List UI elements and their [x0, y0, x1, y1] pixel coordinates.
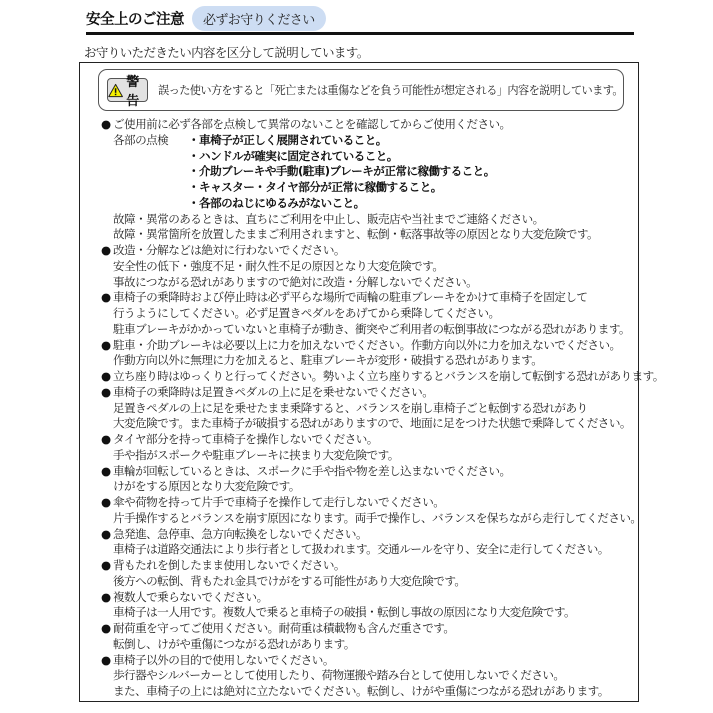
section-header [86, 5, 326, 32]
list-item [101, 621, 664, 637]
item-detail: 転倒し、けがや重傷につながる恐れがあります。 [113, 636, 355, 651]
item-detail: 車椅子は一人用です。複数人で乗ると車椅子の破損・転倒し事故の原因になり大変危険です。 [113, 605, 575, 620]
bullet-icon: ● [101, 384, 111, 399]
bullet-icon: ● [101, 589, 111, 604]
safety-items-list [101, 117, 664, 700]
bullet-icon: ● [101, 526, 111, 541]
header-divider [86, 32, 634, 35]
safety-notice-box [79, 62, 664, 702]
item-heading: 複数人で乗らないでください。 [113, 589, 268, 604]
item-detail: 足置きペダルの上に足を乗せたまま乗降すると、バランスを崩し車椅子ごと転倒する恐れがあり [113, 400, 588, 415]
list-item [101, 495, 664, 511]
section-title: 安全上のご注意 [86, 12, 184, 28]
warning-badge [107, 75, 148, 109]
warning-description: 誤った使い方をすると「死亡または重傷などを負う可能性が想定される」内容を説明しています。 [158, 84, 623, 97]
item-detail: 歩行器やシルバーカーとして使用したり、荷物運搬や踏み台として使用しないでください。 [113, 668, 565, 683]
item-detail: 片手操作するとバランスを崩す原因になります。両手で操作し、バランスを保ちながら走行してください。 [113, 510, 642, 525]
warning-legend [98, 69, 624, 111]
list-item [101, 590, 664, 606]
check-item: ・車椅子が正しく展開されていること。 [188, 132, 387, 147]
check-item: ・介助ブレーキや手動(駐車)ブレーキが正常に稼働すること。 [188, 164, 495, 179]
check-item: ・キャスター・タイヤ部分が正常に稼働すること。 [188, 180, 442, 194]
list-item [101, 432, 664, 448]
bullet-icon: ● [101, 369, 111, 383]
bullet-icon: ● [101, 337, 111, 352]
bullet-icon: ● [101, 243, 111, 257]
check-row [101, 133, 664, 149]
item-heading: 駐車・介助ブレーキは必要以上に力を加えないでください。作動方向以外に力を加えないでください。 [113, 337, 621, 352]
list-item [101, 385, 664, 401]
bullet-icon: ● [101, 652, 111, 667]
list-item [101, 117, 664, 133]
item-heading: 急発進、急停車、急方向転換をしないでください。 [113, 526, 368, 541]
warning-triangle-icon [108, 82, 123, 99]
intro-text: お守りいただきたい内容を区分して説明しています。 [84, 45, 369, 60]
item-heading: 車椅子の乗降時は足置きペダルの上に足を乗せないでください。 [113, 384, 434, 399]
item-detail: けがをする原因となり大変危険です。 [113, 479, 300, 494]
item-heading: 車椅子以外の目的で使用しないでください。 [113, 652, 334, 667]
bullet-icon: ● [101, 432, 111, 446]
bullet-icon: ● [101, 495, 111, 509]
item-detail: 駐車ブレーキがかかっていないと車椅子が動き、衝突やご利用者の転倒事故につながる恐れがあります。 [113, 321, 630, 336]
item-heading: タイヤ部分を持って車椅子を操作しないでください。 [113, 432, 378, 446]
item-detail: 事故につながる恐れがありますので絶対に改造・分解しないでください。 [113, 274, 478, 289]
warning-label: 警告 [126, 75, 140, 109]
list-item [101, 653, 664, 669]
list-item [101, 558, 664, 574]
bullet-icon: ● [101, 463, 111, 478]
list-item [101, 369, 664, 385]
list-item [101, 290, 664, 306]
item-heading: 耐荷重を守ってご使用ください。耐荷重は積載物も含んだ重さです。 [113, 621, 455, 635]
item-detail: 行うようにしてください。必ず足置きペダルをあげてから乗降してください。 [113, 306, 500, 320]
list-item [101, 527, 664, 543]
item-detail: 故障・異常のあるときは、直ちにご利用を中止し、販売店や当社までご連絡ください。 [113, 211, 544, 226]
item-heading: 車椅子の乗降時および停止時は必ず平らな場所で両輪の駐車ブレーキをかけて車椅子を固定して [113, 290, 588, 305]
bullet-icon: ● [101, 290, 111, 305]
item-heading: 立ち座り時はゆっくりと行ってください。勢いよく立ち座りするとバランスを崩して転倒する恐れがあります。 [113, 369, 664, 383]
item-detail: また、車椅子の上には絶対に立たないでください。転倒し、けがや重傷につながる恐れがあります。 [113, 684, 609, 698]
item-detail: 安全性の低下・強度不足・耐久性不足の原因となり大変危険です。 [113, 258, 444, 273]
item-heading: ご使用前に必ず各部を点検して異常のないことを確認してからご使用ください。 [113, 117, 511, 131]
item-heading: 車輪が回転しているときは、スポークに手や指や物を差し込まないでください。 [113, 463, 511, 478]
must-follow-badge: 必ずお守りください [192, 6, 326, 31]
item-heading: 背もたれを倒したまま使用しないでください。 [113, 558, 345, 572]
item-detail: 故障・異常箇所を放置したままご利用されますと、転倒・転落事故等の原因となり大変危険です。 [113, 227, 599, 242]
item-detail: 手や指がスポークや駐車ブレーキに挟まり大変危険です。 [113, 447, 399, 462]
check-item: ・各部のねじにゆるみがないこと。 [188, 195, 365, 210]
check-label: 各部の点検 [113, 132, 169, 147]
item-heading: 傘や荷物を持って片手で車椅子を操作して走行しないでください。 [113, 495, 445, 509]
item-heading: 改造・分解などは絶対に行わないでください。 [113, 243, 345, 257]
bullet-icon: ● [101, 621, 111, 635]
item-detail: 車椅子は道路交通法により歩行者として扱われます。交通ルールを守り、安全に走行してください。 [113, 542, 609, 557]
bullet-icon: ● [101, 117, 111, 131]
item-detail: 後方への転倒、背もたれ金具でけがをする可能性があり大変危険です。 [113, 573, 466, 588]
item-detail: 大変危険です。また車椅子が破損する恐れがありますので、地面に足をつけた状態で乗降してください。 [113, 416, 631, 431]
check-item: ・ハンドルが確実に固定されていること。 [188, 148, 398, 163]
bullet-icon: ● [101, 558, 111, 572]
list-item [101, 464, 664, 480]
list-item [101, 338, 664, 354]
item-detail: 作動方向以外に無理に力を加えると、駐車ブレーキが変形・破損する恐れがあります。 [113, 353, 543, 368]
list-item [101, 243, 664, 259]
